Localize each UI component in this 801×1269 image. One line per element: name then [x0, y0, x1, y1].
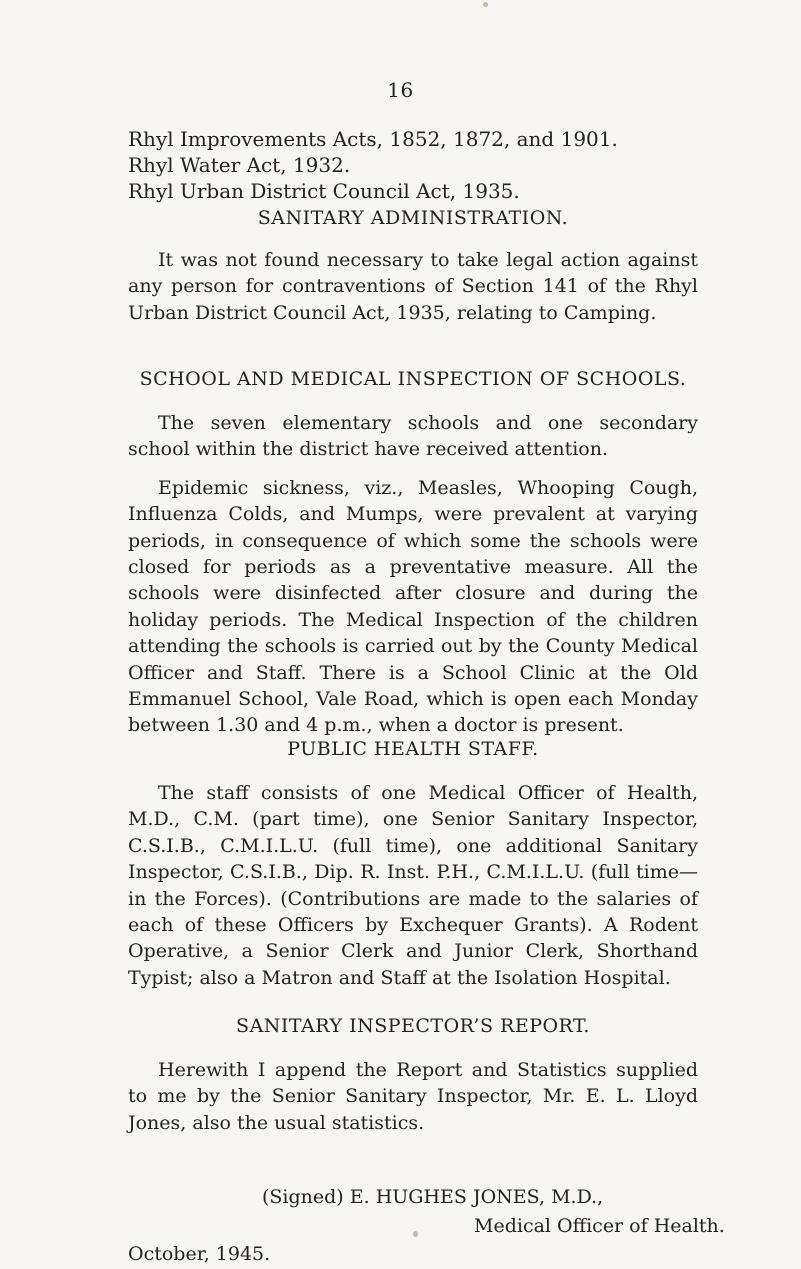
paragraph: Herewith I append the Report and Statistics supplied to me by the Senior Sanitary Inspector, Mr. E. L. Lloyd Jones, also the usual statistics. — [128, 1059, 698, 1134]
signature-title: Medical Officer of Health. — [474, 1215, 725, 1237]
section-heading: SANITARY ADMINISTRATION. — [257, 207, 569, 229]
signature-line: (Signed) E. HUGHES JONES, M.D., — [262, 1186, 604, 1208]
act-item: Rhyl Improvements Acts, 1852, 1872, and 1901. — [128, 127, 618, 151]
paragraph: It was not found necessary to take legal action against any person for contraventions of Section 141 of the Rhyl Urban District Council Act, 1935, relating to Camping. — [128, 249, 698, 324]
scan-speck — [413, 1231, 418, 1237]
section-heading: SANITARY INSPECTOR’S REPORT. — [236, 1015, 590, 1037]
section-heading: PUBLIC HEALTH STAFF. — [287, 738, 539, 760]
acts-list — [128, 126, 618, 204]
section-public-health-staff — [128, 738, 698, 991]
section-school-medical-inspection — [128, 368, 698, 739]
act-item: Rhyl Water Act, 1932. — [128, 153, 351, 177]
section-heading: SCHOOL AND MEDICAL INSPECTION OF SCHOOLS. — [139, 368, 687, 390]
section-sanitary-inspector-report — [128, 1015, 698, 1136]
paragraph: The staff consists of one Medical Officer of Health, M.D., C.M. (part time), one Senior Sanitary Inspector, C.S.I.B., C.M.I.L.U. (full time), one additional Sanitary Inspector, C.S.I.B., Dip. R. Inst. P.H., C.M.I.L.U. (full time—in the Forces). (Contributions are made to the salaries of each of these Officers by Exchequer Grants). A Rodent Operative, a Senior Clerk and Junior Clerk, Shorthand Typist; also a Matron and Staff at the Isolation Hospital. — [128, 782, 698, 989]
act-item: Rhyl Urban District Council Act, 1935. — [128, 179, 520, 203]
section-sanitary-administration — [128, 207, 698, 326]
report-date: October, 1945. — [128, 1243, 271, 1265]
scan-speck — [483, 2, 488, 7]
page-number: 16 — [387, 78, 414, 102]
paragraph: The seven elementary schools and one secondary school within the district have received attention. — [128, 412, 698, 461]
paragraph: Epidemic sickness, viz., Measles, Whooping Cough, Influenza Colds, and Mumps, were prevalent at varying periods, in consequence of which some the schools were closed for periods as a preventative measure. All the schools were disinfected after closure and during the holiday periods. The Medical Inspection of the children attending the schools is carried out by the County Medical Officer and Staff. There is a School Clinic at the Old Emmanuel School, Vale Road, which is open each Monday between 1.30 and 4 p.m., when a doctor is present. — [128, 476, 698, 737]
